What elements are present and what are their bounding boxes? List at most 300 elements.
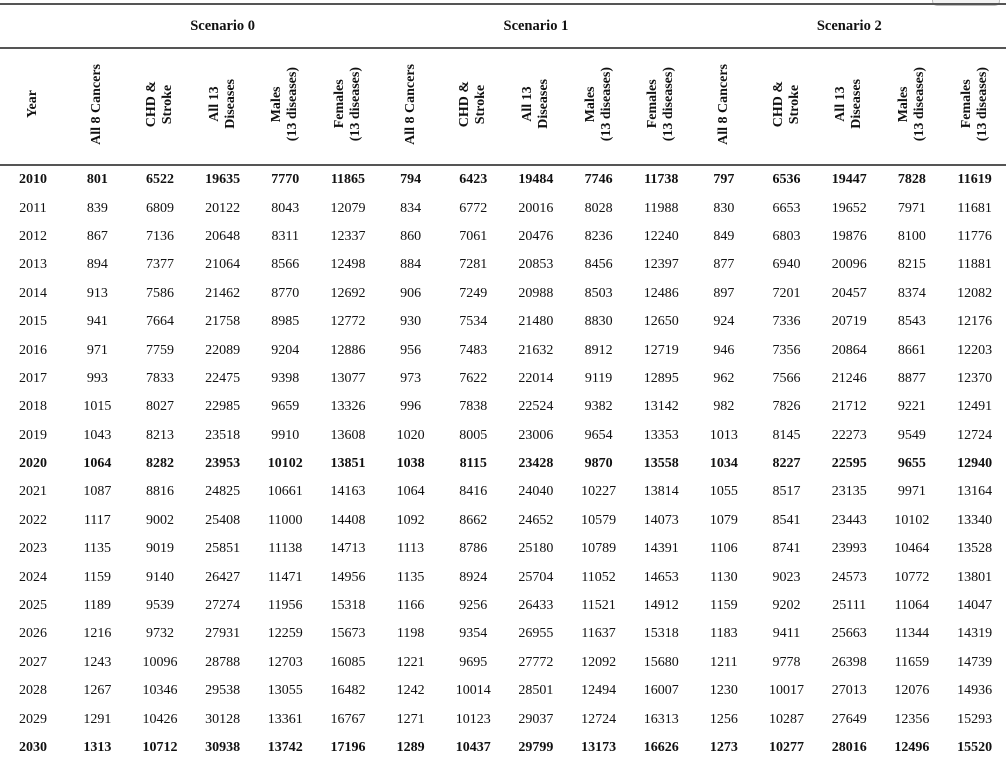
value-cell: 7770 xyxy=(271,172,300,188)
value-cell: 7483 xyxy=(459,342,488,358)
value-cell: 8517 xyxy=(772,484,801,500)
value-cell: 12895 xyxy=(643,370,679,386)
value-cell: 13326 xyxy=(330,399,366,415)
value-cell: 9655 xyxy=(897,456,926,472)
value-cell: 25408 xyxy=(205,512,241,528)
value-cell: 21758 xyxy=(205,314,241,330)
column-header-label xyxy=(403,64,419,145)
year-cell: 2011 xyxy=(19,200,47,216)
value-cell: 1117 xyxy=(83,512,111,528)
value-cell: 12494 xyxy=(581,683,617,699)
value-cell: 15318 xyxy=(643,626,679,642)
column-header-line: (13 diseases) xyxy=(598,66,614,142)
value-cell: 10712 xyxy=(142,740,178,755)
value-cell: 7622 xyxy=(459,370,488,386)
value-cell: 1189 xyxy=(83,598,112,614)
column-header xyxy=(191,48,254,165)
value-cell: 10017 xyxy=(769,683,805,699)
value-cell: 14073 xyxy=(643,512,679,528)
value-cell: 9659 xyxy=(271,399,300,415)
value-cell: 1130 xyxy=(710,569,738,585)
value-cell: 8741 xyxy=(772,541,801,557)
column-header-label xyxy=(959,67,991,141)
value-cell: 6772 xyxy=(459,200,488,216)
year-cell: 2027 xyxy=(19,654,47,670)
value-cell: 27931 xyxy=(205,626,241,642)
value-cell: 971 xyxy=(86,342,108,358)
value-cell: 30938 xyxy=(205,740,241,755)
value-cell: 13077 xyxy=(330,370,366,386)
value-cell: 8100 xyxy=(897,228,926,244)
value-cell: 14391 xyxy=(643,541,679,557)
value-cell: 26955 xyxy=(518,626,554,642)
scenario-header: Scenario 0 xyxy=(66,4,379,48)
value-cell: 8661 xyxy=(897,342,926,358)
column-header-label xyxy=(332,67,364,141)
value-cell: 13142 xyxy=(643,399,679,415)
value-cell: 21064 xyxy=(205,257,241,273)
value-cell: 13340 xyxy=(957,512,993,528)
value-cell: 23993 xyxy=(831,541,867,557)
value-cell: 15293 xyxy=(957,711,993,727)
value-cell: 9382 xyxy=(584,399,613,415)
value-cell: 906 xyxy=(400,285,422,301)
column-header-label xyxy=(269,67,301,141)
value-cell: 22273 xyxy=(831,427,867,443)
value-cell: 16313 xyxy=(643,711,679,727)
value-cell: 16626 xyxy=(643,740,679,755)
value-cell: 20719 xyxy=(831,314,867,330)
value-cell: 12092 xyxy=(581,654,617,670)
value-cell: 1055 xyxy=(709,484,738,500)
column-header-label xyxy=(583,67,615,141)
value-cell: 17196 xyxy=(330,740,366,755)
column-header-line: (13 diseases) xyxy=(974,66,990,142)
column-header-line: Diseases xyxy=(535,79,551,129)
table-row xyxy=(0,165,1006,194)
value-cell: 884 xyxy=(400,257,422,273)
column-header-line: All 13 xyxy=(206,86,222,122)
value-cell: 23428 xyxy=(518,456,554,472)
value-cell: 13173 xyxy=(581,740,617,755)
value-cell: 12772 xyxy=(330,314,366,330)
value-cell: 26398 xyxy=(831,654,867,670)
value-cell: 21246 xyxy=(831,370,867,386)
value-cell: 894 xyxy=(86,257,108,273)
value-cell: 12082 xyxy=(957,285,993,301)
value-cell: 797 xyxy=(713,172,735,188)
value-cell: 8985 xyxy=(271,314,300,330)
value-cell: 1221 xyxy=(396,654,425,670)
value-cell: 16482 xyxy=(330,683,366,699)
value-cell: 15680 xyxy=(643,654,679,670)
value-cell: 19876 xyxy=(831,228,867,244)
value-cell: 20457 xyxy=(831,285,867,301)
column-header-line: Stroke xyxy=(159,84,175,124)
table-body xyxy=(0,165,1006,762)
value-cell: 28016 xyxy=(831,740,867,755)
value-cell: 996 xyxy=(400,399,422,415)
column-header-label xyxy=(89,64,105,145)
value-cell: 10464 xyxy=(894,541,930,557)
value-cell: 6653 xyxy=(772,200,801,216)
value-cell: 1092 xyxy=(396,512,425,528)
column-header-line: Males xyxy=(582,86,598,122)
value-cell: 13851 xyxy=(330,456,366,472)
column-header-label xyxy=(207,79,239,129)
value-cell: 15673 xyxy=(330,626,366,642)
value-cell: 9019 xyxy=(145,541,174,557)
value-cell: 14739 xyxy=(957,654,993,670)
column-header xyxy=(693,48,756,165)
value-cell: 7838 xyxy=(459,399,488,415)
table-row xyxy=(0,422,1006,450)
value-cell: 25111 xyxy=(832,598,867,614)
value-cell: 8374 xyxy=(897,285,926,301)
value-cell: 12940 xyxy=(957,456,993,472)
value-cell: 6423 xyxy=(459,172,488,188)
value-cell: 8566 xyxy=(271,257,300,273)
column-header xyxy=(254,48,317,165)
year-cell: 2020 xyxy=(19,456,47,472)
value-cell: 8145 xyxy=(772,427,801,443)
scenario-header: Scenario 1 xyxy=(379,4,692,48)
value-cell: 8816 xyxy=(145,484,174,500)
table-row xyxy=(0,734,1006,762)
value-cell: 10346 xyxy=(142,683,178,699)
value-cell: 1183 xyxy=(710,626,738,642)
value-cell: 6809 xyxy=(145,200,174,216)
value-cell: 9695 xyxy=(459,654,488,670)
value-cell: 19635 xyxy=(205,172,241,188)
value-cell: 1135 xyxy=(83,541,112,557)
column-header-label xyxy=(716,64,732,145)
table-row xyxy=(0,535,1006,563)
column-header xyxy=(379,48,442,165)
value-cell: 1079 xyxy=(709,512,738,528)
value-cell: 8770 xyxy=(271,285,300,301)
value-cell: 14047 xyxy=(957,598,993,614)
table-row xyxy=(0,194,1006,222)
value-cell: 1211 xyxy=(710,654,738,670)
value-cell: 11659 xyxy=(894,654,930,670)
value-cell: 14408 xyxy=(330,512,366,528)
year-cell: 2019 xyxy=(19,427,47,443)
value-cell: 993 xyxy=(86,370,108,386)
value-cell: 29538 xyxy=(205,683,241,699)
value-cell: 7336 xyxy=(772,314,801,330)
value-cell: 11881 xyxy=(957,257,992,273)
value-cell: 14713 xyxy=(330,541,366,557)
value-cell: 11619 xyxy=(957,172,992,188)
value-cell: 20988 xyxy=(518,285,554,301)
value-cell: 1159 xyxy=(710,598,738,614)
value-cell: 7746 xyxy=(584,172,613,188)
column-header xyxy=(943,48,1006,165)
year-cell: 2013 xyxy=(19,257,47,273)
value-cell: 1313 xyxy=(83,740,112,755)
column-header-label xyxy=(520,79,552,129)
year-cell: 2022 xyxy=(19,512,47,528)
value-cell: 15318 xyxy=(330,598,366,614)
value-cell: 7201 xyxy=(772,285,801,301)
value-cell: 25851 xyxy=(205,541,241,557)
value-cell: 13055 xyxy=(267,683,303,699)
scenario-header-row xyxy=(0,4,1006,48)
value-cell: 16767 xyxy=(330,711,366,727)
value-cell: 1198 xyxy=(396,626,425,642)
column-header-line: Stroke xyxy=(473,84,489,124)
value-cell: 10437 xyxy=(455,740,491,755)
value-cell: 27772 xyxy=(518,654,554,670)
value-cell: 6803 xyxy=(772,228,801,244)
table-row xyxy=(0,251,1006,279)
column-header xyxy=(505,48,568,165)
column-header-year xyxy=(0,48,66,165)
column-header-line: Females xyxy=(645,79,661,129)
table-row xyxy=(0,393,1006,421)
value-cell: 23953 xyxy=(205,456,241,472)
value-cell: 956 xyxy=(400,342,422,358)
value-cell: 13742 xyxy=(267,740,303,755)
value-cell: 9023 xyxy=(772,569,801,585)
value-cell: 22475 xyxy=(205,370,241,386)
value-cell: 1015 xyxy=(83,399,112,415)
column-header-line: Diseases xyxy=(222,79,238,129)
value-cell: 10426 xyxy=(142,711,178,727)
column-header-line: Females xyxy=(958,79,974,129)
value-cell: 849 xyxy=(713,228,735,244)
value-cell: 8416 xyxy=(459,484,488,500)
value-cell: 25180 xyxy=(518,541,554,557)
column-header xyxy=(818,48,881,165)
value-cell: 23006 xyxy=(518,427,554,443)
value-cell: 11000 xyxy=(268,512,303,528)
value-cell: 7828 xyxy=(897,172,926,188)
table-row xyxy=(0,507,1006,535)
value-cell: 14912 xyxy=(643,598,679,614)
value-cell: 13528 xyxy=(957,541,993,557)
column-header-label xyxy=(457,81,489,127)
table-row xyxy=(0,592,1006,620)
year-cell: 2015 xyxy=(19,314,47,330)
value-cell: 14956 xyxy=(330,569,366,585)
value-cell: 29037 xyxy=(518,711,554,727)
column-header-line: (13 diseases) xyxy=(661,66,677,142)
value-cell: 11865 xyxy=(330,172,366,188)
value-cell: 801 xyxy=(86,172,108,188)
value-cell: 962 xyxy=(713,370,735,386)
year-spacer xyxy=(0,4,66,48)
value-cell: 8543 xyxy=(897,314,926,330)
value-cell: 9870 xyxy=(584,456,613,472)
value-cell: 9140 xyxy=(145,569,174,585)
value-cell: 973 xyxy=(400,370,422,386)
value-cell: 12724 xyxy=(581,711,617,727)
value-cell: 7759 xyxy=(145,342,174,358)
value-cell: 27649 xyxy=(831,711,867,727)
value-cell: 12496 xyxy=(894,740,930,755)
value-cell: 20864 xyxy=(831,342,867,358)
value-cell: 1273 xyxy=(709,740,738,755)
value-cell: 9549 xyxy=(897,427,926,443)
value-cell: 14163 xyxy=(330,484,366,500)
value-cell: 7249 xyxy=(459,285,488,301)
value-cell: 1043 xyxy=(83,427,112,443)
value-cell: 7566 xyxy=(772,370,801,386)
column-header xyxy=(66,48,129,165)
value-cell: 6522 xyxy=(145,172,174,188)
value-cell: 1166 xyxy=(396,598,425,614)
year-cell: 2021 xyxy=(19,484,47,500)
value-cell: 20122 xyxy=(205,200,241,216)
value-cell: 13801 xyxy=(957,569,993,585)
value-cell: 30128 xyxy=(205,711,241,727)
value-cell: 8311 xyxy=(271,228,300,244)
year-cell: 2016 xyxy=(19,342,47,358)
column-header xyxy=(755,48,818,165)
column-header-line: (13 diseases) xyxy=(285,66,301,142)
table-row xyxy=(0,450,1006,478)
value-cell: 11064 xyxy=(894,598,930,614)
value-cell: 7377 xyxy=(145,257,174,273)
value-cell: 1159 xyxy=(83,569,112,585)
table-row xyxy=(0,336,1006,364)
value-cell: 8786 xyxy=(459,541,488,557)
column-header xyxy=(442,48,505,165)
value-cell: 14936 xyxy=(957,683,993,699)
value-cell: 7826 xyxy=(772,399,801,415)
value-cell: 13164 xyxy=(957,484,993,500)
value-cell: 7136 xyxy=(145,228,174,244)
table-row xyxy=(0,677,1006,705)
value-cell: 27274 xyxy=(205,598,241,614)
value-cell: 24573 xyxy=(831,569,867,585)
value-cell: 1243 xyxy=(83,654,112,670)
column-header-row xyxy=(0,48,1006,165)
value-cell: 23518 xyxy=(205,427,241,443)
value-cell: 10102 xyxy=(894,512,930,528)
value-cell: 8503 xyxy=(584,285,613,301)
value-cell: 22595 xyxy=(831,456,867,472)
value-cell: 1216 xyxy=(83,626,112,642)
value-cell: 12259 xyxy=(267,626,303,642)
year-cell: 2012 xyxy=(19,228,47,244)
value-cell: 9411 xyxy=(772,626,801,642)
value-cell: 11521 xyxy=(581,598,616,614)
value-cell: 8027 xyxy=(145,399,174,415)
value-cell: 839 xyxy=(86,200,108,216)
scenario-header: Scenario 2 xyxy=(693,4,1006,48)
value-cell: 13608 xyxy=(330,427,366,443)
value-cell: 10102 xyxy=(267,456,303,472)
value-cell: 7664 xyxy=(145,314,174,330)
value-cell: 1289 xyxy=(396,740,425,755)
value-cell: 12486 xyxy=(643,285,679,301)
value-cell: 8043 xyxy=(271,200,300,216)
value-cell: 10287 xyxy=(769,711,805,727)
value-cell: 28501 xyxy=(518,683,554,699)
column-header-label xyxy=(896,67,928,141)
value-cell: 860 xyxy=(400,228,422,244)
value-cell: 26433 xyxy=(518,598,554,614)
value-cell: 8028 xyxy=(584,200,613,216)
value-cell: 834 xyxy=(400,200,422,216)
value-cell: 7833 xyxy=(145,370,174,386)
value-cell: 1064 xyxy=(83,456,112,472)
value-cell: 21632 xyxy=(518,342,554,358)
value-cell: 24040 xyxy=(518,484,554,500)
value-cell: 913 xyxy=(86,285,108,301)
value-cell: 10579 xyxy=(581,512,617,528)
value-cell: 21462 xyxy=(205,285,241,301)
value-cell: 9732 xyxy=(145,626,174,642)
value-cell: 1038 xyxy=(396,456,425,472)
value-cell: 10789 xyxy=(581,541,617,557)
column-header xyxy=(630,48,693,165)
value-cell: 6940 xyxy=(772,257,801,273)
value-cell: 8830 xyxy=(584,314,613,330)
value-cell: 1230 xyxy=(709,683,738,699)
value-cell: 946 xyxy=(713,342,735,358)
value-cell: 22089 xyxy=(205,342,241,358)
value-cell: 12703 xyxy=(267,654,303,670)
value-cell: 24825 xyxy=(205,484,241,500)
table-row xyxy=(0,478,1006,506)
value-cell: 8236 xyxy=(584,228,613,244)
column-header xyxy=(881,48,944,165)
year-cell: 2030 xyxy=(19,740,47,755)
table-row xyxy=(0,223,1006,251)
value-cell: 897 xyxy=(713,285,735,301)
value-cell: 12079 xyxy=(330,200,366,216)
year-cell: 2024 xyxy=(19,569,47,585)
value-cell: 11138 xyxy=(268,541,303,557)
year-cell: 2014 xyxy=(19,285,47,301)
value-cell: 1271 xyxy=(396,711,425,727)
value-cell: 982 xyxy=(713,399,735,415)
value-cell: 1064 xyxy=(396,484,425,500)
column-header xyxy=(567,48,630,165)
value-cell: 1087 xyxy=(83,484,112,500)
table-row xyxy=(0,365,1006,393)
value-cell: 8912 xyxy=(584,342,613,358)
column-header-line: Diseases xyxy=(849,79,865,129)
year-cell: 2025 xyxy=(19,598,47,614)
column-header-line: All 8 Cancers xyxy=(89,63,105,145)
value-cell: 13361 xyxy=(267,711,303,727)
value-cell: 9002 xyxy=(145,512,174,528)
value-cell: 11052 xyxy=(581,569,616,585)
value-cell: 13353 xyxy=(643,427,679,443)
value-cell: 23443 xyxy=(831,512,867,528)
column-header-line: Females xyxy=(331,79,347,129)
year-cell: 2029 xyxy=(19,711,47,727)
column-header-line: All 13 xyxy=(519,86,535,122)
year-cell: 2017 xyxy=(19,370,47,386)
column-header xyxy=(317,48,380,165)
value-cell: 20853 xyxy=(518,257,554,273)
value-cell: 22524 xyxy=(518,399,554,415)
value-cell: 924 xyxy=(713,314,735,330)
value-cell: 7534 xyxy=(459,314,488,330)
value-cell: 1034 xyxy=(709,456,738,472)
value-cell: 1242 xyxy=(396,683,425,699)
value-cell: 8662 xyxy=(459,512,488,528)
value-cell: 21712 xyxy=(831,399,867,415)
value-cell: 12356 xyxy=(894,711,930,727)
value-cell: 12886 xyxy=(330,342,366,358)
